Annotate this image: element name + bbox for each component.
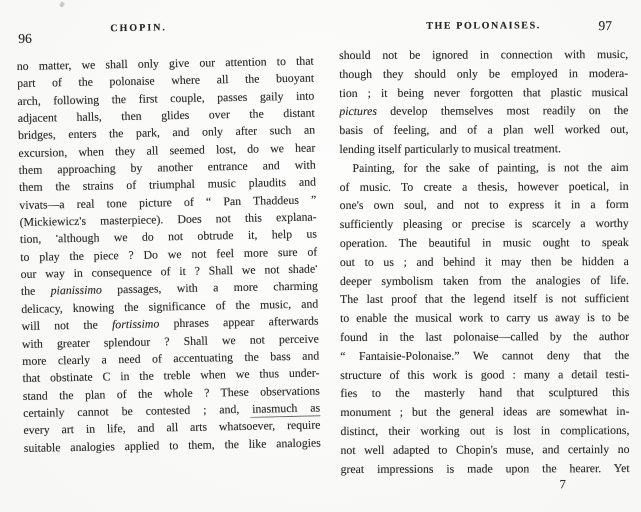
text-line: to enable the musical work to carry us away is to be bbox=[340, 310, 630, 326]
text-line: no matter, we shall only give our attention to that bbox=[16, 53, 314, 73]
text-line: certainly cannot be contested ; and, inasmuch as bbox=[23, 400, 321, 420]
text-line: them the strains of triumphal music plaudits and bbox=[18, 174, 317, 195]
text-line: great impressions is made upon the hearer. Yet bbox=[340, 460, 630, 476]
page-left bbox=[16, 17, 321, 457]
text-line: operation. The beautiful in music ought to speak bbox=[339, 234, 629, 250]
text-line: not well adapted to Chopin's muse, and certainly no bbox=[340, 441, 630, 457]
text-line: deeper symbolism taken from the analogies of life. bbox=[339, 272, 629, 288]
page-right-header bbox=[339, 13, 628, 34]
text-line: stand the plan of the whole ? These observations bbox=[22, 383, 320, 403]
signature-mark: 7 bbox=[559, 477, 566, 492]
text-line: excursion, when they all seemed lost, do we hear bbox=[18, 140, 316, 160]
italic-text: pianissimo bbox=[50, 282, 102, 298]
text-line: vivats—a real tone picture of “ Pan Thaddeus ” bbox=[19, 192, 317, 212]
text-line: tion ; it being never forgotten that plastic musical bbox=[339, 84, 629, 100]
text-line: tion, •although we do not obtrude it, help us bbox=[19, 226, 318, 247]
text-line: sufficiently pleasing or precise is scarcely a worthy bbox=[339, 216, 629, 232]
text-line: adjacent halls, then glides over the distant bbox=[17, 105, 315, 126]
text-line: distinct, their working out is lost in complications, bbox=[340, 422, 630, 438]
footnote-mark: • bbox=[315, 262, 318, 271]
page-number-right: 97 bbox=[598, 18, 613, 34]
text-line: of music. To create a thesis, however poetical, in bbox=[339, 178, 629, 194]
text-line: will not the fortissimo phrases appear afterwards bbox=[21, 313, 319, 334]
text-line: to play the piece ? Do we not feel more sure of bbox=[20, 244, 318, 264]
italic-text: fortissimo bbox=[111, 316, 160, 332]
text-line: arch, following the first couple, passes gaily into bbox=[17, 88, 315, 108]
page-left-header bbox=[16, 17, 313, 46]
text-line: fies to the masterly hand that sculptured this bbox=[340, 385, 630, 401]
text-line: though they should only be employed in modera- bbox=[339, 65, 629, 81]
text-line: part of the polonaise where all the buoyant bbox=[16, 70, 315, 91]
italic-text: pictures bbox=[339, 104, 377, 119]
text-line: pictures develop themselves most readily on the bbox=[339, 103, 629, 119]
pencil-underline: inasmuch as bbox=[252, 400, 321, 416]
text-line: basis of feeling, and of a plan well worked out, bbox=[339, 122, 629, 138]
page-right-body bbox=[339, 45, 630, 478]
text-line: structure of this work is good : many a detail testi- bbox=[340, 366, 630, 382]
text-line: the pianissimo passages, with a more charming bbox=[20, 278, 319, 299]
scan-speck bbox=[59, 1, 65, 7]
text-line: The last proof that the legend itself is not sufficient bbox=[339, 291, 630, 307]
text-line: our way in consequence of it ? Shall we not shade• bbox=[20, 261, 318, 282]
text-line: bridges, enters the park, and only after such an bbox=[17, 122, 316, 143]
text-line: every art in life, and all arts whatsoever, require bbox=[23, 417, 321, 438]
text-line: Painting, for the sake of painting, is not the aim bbox=[352, 159, 629, 175]
text-line: (Mickiewicz's masterpiece). Does not this explana- bbox=[19, 209, 317, 230]
footnote-mark: • bbox=[55, 232, 59, 241]
text-line: delicacy, knowing the significance of the music, and bbox=[21, 296, 319, 316]
text-line: with greater splendour ? Shall we not perceive bbox=[21, 331, 319, 351]
text-line: them approaching by another entrance and with bbox=[18, 157, 316, 178]
text-line: out to us ; and behind it may then be hidden a bbox=[339, 253, 629, 269]
text-line: more clearly a need of accentuating the bass and bbox=[22, 348, 320, 368]
text-line: found in the last polonaise—called by the author bbox=[340, 328, 630, 344]
page-left-body bbox=[17, 53, 321, 457]
running-title-left: CHOPIN. bbox=[110, 22, 167, 35]
text-line: “ Fantaisie-Polonaise.” We cannot deny that the bbox=[340, 347, 630, 363]
page-right bbox=[339, 13, 630, 493]
text-line: should not be ignored in connection with music, bbox=[339, 46, 629, 62]
text-line: suitable analogies applied to them, the like analogies bbox=[23, 435, 321, 455]
text-line: one's own soul, and not to express it in a form bbox=[339, 197, 629, 213]
running-title-right: THE POLONAISES. bbox=[426, 20, 541, 32]
text-line: monument ; but the general ideas are somewhat in- bbox=[340, 404, 630, 420]
text-line: that obstinate C in the treble when we thus under- bbox=[22, 365, 320, 386]
page-number-left: 96 bbox=[18, 30, 32, 46]
text-line: lending itself particularly to musical treatment. bbox=[339, 141, 561, 156]
